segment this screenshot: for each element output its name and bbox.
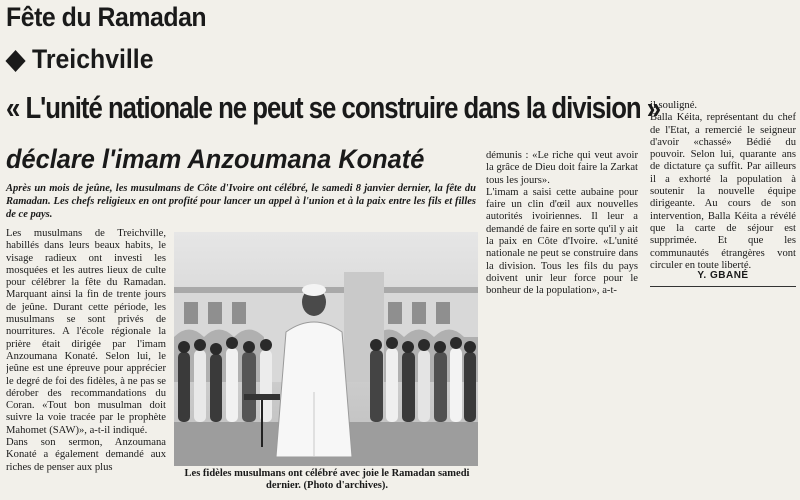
column-3-paragraph-1: démunis : «Le riche qui veut avoir la grâce de Dieu doit faire la Zarkat tous les jours». — [486, 150, 638, 186]
article-column-4 — [650, 100, 796, 275]
article-location — [6, 44, 154, 75]
diamond-icon: ◆ — [6, 44, 26, 74]
author-signature: Y. GBANÉ — [697, 270, 749, 281]
column-3-paragraph-2: L'imam a saisi cette aubaine pour faire un clin d'œil aux nouvelles autorités ivoiriennes. Il leur a demandé de faire en sorte qu'il y ait la paix en Côte d'Ivoire. «L'unité nationale ne peut se construire dans la division. Tous les fils du pays doivent unir leur force pour le bonheur de la population», a-t- — [486, 186, 638, 297]
column-4-paragraph-2: Balla Kéita, représentant du chef de l'Etat, a remercié le seigneur d'avoir «chassé» Bédié du pouvoir. Selon lui, quarante ans de dictature ça suffit. Par ailleurs il a exhorté la population à soutenir la nouvelle équipe dirigeante. Au cours de son intervention, Balla Kéita a révélé que la carte de séjour est supprimée. Et que les communautés étrangères vont circuler en toute liberté. — [650, 112, 796, 271]
article-column-1 — [6, 228, 166, 500]
photo-illustration — [174, 232, 478, 466]
photo-caption: Les fidèles musulmans ont célébré avec joie le Ramadan samedi dernier. (Photo d'archives). — [184, 468, 470, 491]
article-headline: « L'unité nationale ne peut se construire dans la division » — [6, 90, 661, 125]
signature-rule — [650, 286, 796, 287]
article-lede: Après un mois de jeûne, les musulmans de Côte d'Ivoire ont célébré, le samedi 8 janvier dernier, la fête du Ramadan. Les chefs religieux en ont profité pour lancer un appel à l'union et à la paix entre les fils et filles de ce pays. — [6, 183, 476, 220]
article-photo — [174, 232, 478, 466]
column-1-paragraph-1: Les musulmans de Treichville, habillés dans leurs beaux habits, le visage radieux ont investi les mosquées et les autres lieux de culte pour célébrer la fête du Ramadan. Marquant ainsi la fin de trente jours de jeûne. Durant cette période, les musulmans se sont privés de nourritures. A l'école régionale la prière était dirigée par l'imam Anzoumana Konaté. Selon lui, le jeûne est une épreuve pour apprécier le degré de foi des fidèles, à ne pas se dérober des recommandations du Coran. «Tout bon musulman doit suivre la voie tracée par le prophète Mahomet (SAW)», a-t-il indiqué. — [6, 228, 166, 436]
article-column-3 — [486, 150, 638, 340]
article-kicker: Fête du Ramadan — [6, 2, 207, 32]
column-4-paragraph-1: il souligné. — [650, 100, 698, 111]
article-subhead: déclare l'imam Anzoumana Konaté — [6, 144, 425, 174]
column-1-paragraph-2: Dans son sermon, Anzoumana Konaté a également demandé aux riches de penser aux plus — [6, 437, 166, 473]
location-label: Treichville — [32, 44, 154, 74]
